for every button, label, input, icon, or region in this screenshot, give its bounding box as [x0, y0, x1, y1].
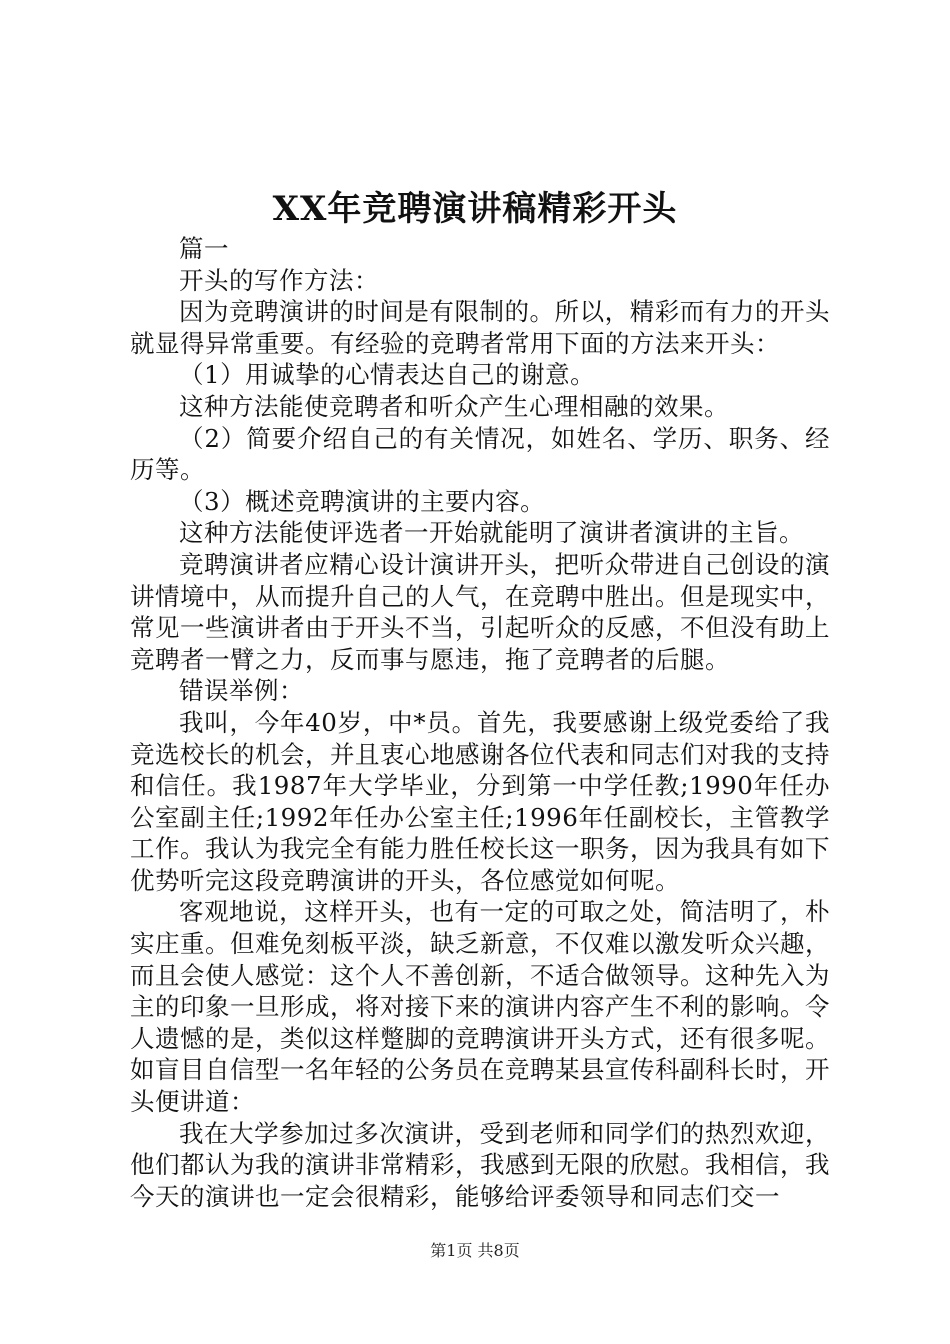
- page-footer: 第1页 共8页: [430, 1241, 520, 1260]
- paragraph-wrong-example: 我叫，今年40岁，中*员。首先，我要感谢上级党委给了我竞选校长的机会，并且衷心地感谢各位代表和同志们对我的支持和信任。我1987年大学毕业，分到第一中学任教;1990年任办公室副主任;1992年任办公室主任;1996年任副校长，主管教学工作。我认为我完全有能力胜任校长这一职务，因为我具有如下优势听完这段竞聘演讲的开头，各位感觉如何呢。: [130, 707, 830, 895]
- paragraph-section-heading: 篇一: [179, 234, 229, 263]
- paragraph-method-1: （1）用诚挚的心情表达自己的谢意。: [179, 360, 596, 390]
- document-body: [130, 233, 830, 1212]
- paragraph-method-3: （3）概述竞聘演讲的主要内容。: [179, 486, 546, 516]
- paragraph-design-advice: 竞聘演讲者应精心设计演讲开头，把听众带进自己创设的演讲情境中，从而提升自己的人气，在竞聘中胜出。但是现实中，常见一些演讲者由于开头不当，引起听众的反感，不但没有助上竞聘者一臂之力，反而事与愿违，拖了竞聘者的后腿。: [130, 549, 830, 674]
- document-title: XX年竞聘演讲稿精彩开头: [272, 189, 678, 229]
- paragraph-method-1-effect: 这种方法能使竞聘者和听众产生心理相融的效果。: [179, 391, 729, 421]
- paragraph-overconfident-example: 我在大学参加过多次演讲，受到老师和同学们的热烈欢迎，他们都认为我的演讲非常精彩，我感到无限的欣慰。我相信，我今天的演讲也一定会很精彩，能够给评委领导和同志们交一: [130, 1118, 830, 1211]
- paragraph-analysis: 客观地说，这样开头，也有一定的可取之处，简洁明了，朴实庄重。但难免刻板平淡，缺乏新意，不仅难以激发听众兴趣，而且会使人感觉：这个人不善创新，不适合做领导。这种先入为主的印象一旦形成，将对接下来的演讲内容产生不利的影响。令人遗憾的是，类似这样蹩脚的竞聘演讲开头方式，还有很多呢。如盲目自信型一名年轻的公务员在竞聘某县宣传科副科长时，开头便讲道：: [130, 897, 830, 1117]
- paragraph-wrong-example-heading: 错误举例：: [179, 676, 304, 706]
- paragraph-method-3-effect: 这种方法能使评选者一开始就能明了演讲者演讲的主旨。: [179, 518, 804, 548]
- paragraph-method-2: （2）简要介绍自己的有关情况，如姓名、学历、职务、经历等。: [130, 423, 830, 485]
- paragraph-writing-method: 开头的写作方法：: [179, 265, 379, 295]
- paragraph-intro: 因为竞聘演讲的时间是有限制的。所以，精彩而有力的开头就显得异常重要。有经验的竞聘者常用下面的方法来开头：: [130, 297, 830, 358]
